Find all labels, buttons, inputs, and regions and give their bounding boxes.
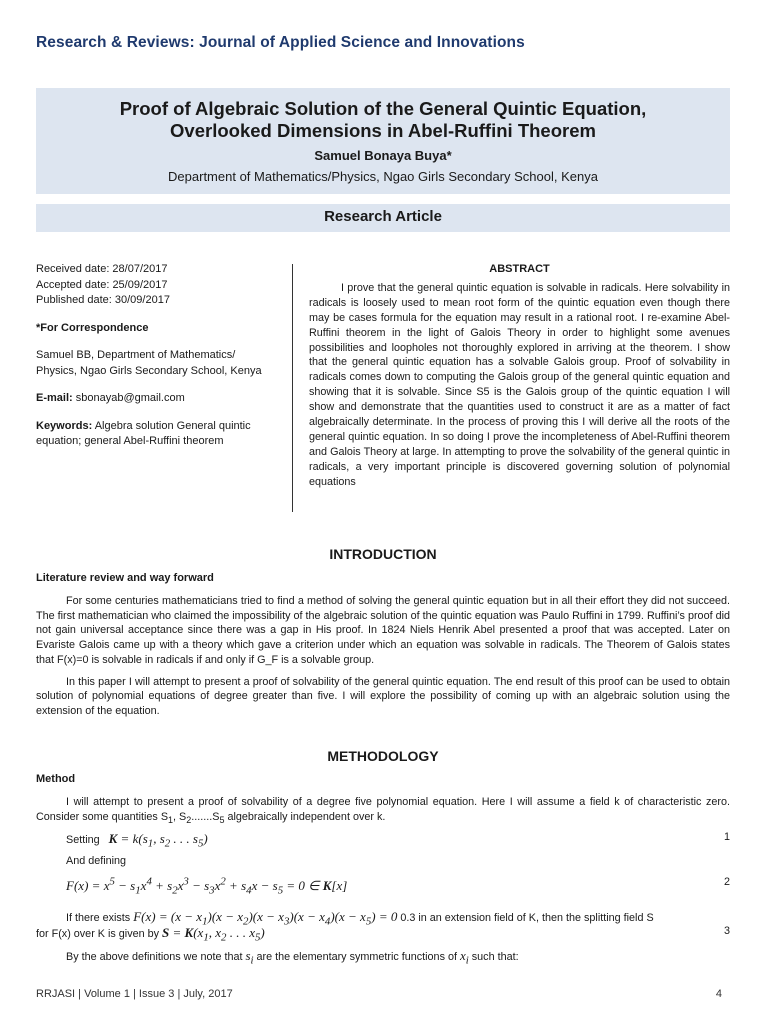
- method-text-c: .......S: [191, 810, 220, 823]
- equation-1-line: [36, 831, 730, 850]
- methodology-heading: METHODOLOGY: [327, 748, 439, 764]
- equation-3-line-b: [36, 925, 730, 944]
- symbol-x-i: $x_i$: [459, 948, 469, 967]
- column-divider: [292, 264, 293, 512]
- email-link[interactable]: sbonayab@gmail.com: [72, 392, 185, 404]
- footer-citation: RRJASI | Volume 1 | Issue 3 | July, 2017: [36, 988, 233, 1000]
- splitting-field-text: for F(x) over K is given by: [36, 928, 159, 940]
- page-footer: [36, 988, 722, 1000]
- sub-2: 2: [186, 814, 192, 825]
- journal-title: Research & Reviews: Journal of Applied Science and Innovations: [36, 34, 525, 51]
- article-type: Research Article: [36, 204, 730, 232]
- method-paragraph: [36, 795, 730, 828]
- final-line: [36, 948, 730, 967]
- accepted-date: Accepted date: 25/09/2017: [36, 278, 168, 291]
- abstract-text: I prove that the general quintic equation is solvable in radicals. Here solvability in radicals is loosely used to mean root form of the quintic equation even though there may be cases formula for the equation may result in a rational root. I re-examine Abel-Ruffini theorem in the light of Galois Theory in order to highlight some avenues possibilities and loopholes not thoroughly explored in arriving at the theorem. I show that the general quintic equation has a solvable Galois group. Proof of solvability in radicals comes down to computing the Galois group of the general quintic equation and showing that it is solvable. Since S5 is the Galois group of the quintic equation I will show and demonstrate that the quantities used to construct it are as a matter of fact algebraically determinate. In the process of proving this I will derive all the roots of the general quintic equation. In so doing I prove the incompleteness of Abel-Ruffini theorem and Galois Theory at large. In attempting to prove the solvability of the general quintic in radicals, a very important principle is discovered governing solution of polynomial equations: [309, 281, 730, 488]
- correspondence-heading: *For Correspondence: [36, 321, 149, 334]
- author: Samuel Bonaya Buya*: [314, 148, 452, 163]
- sub-1: 1: [168, 814, 174, 825]
- equation-2-line: [36, 876, 730, 897]
- method-text-d: algebraically independent over k.: [224, 810, 386, 823]
- method-text-b: , S: [173, 810, 187, 823]
- email-label: E-mail:: [36, 392, 73, 404]
- intro-paragraph-2: In this paper I will attempt to present a proof of solvability of the general quintic equation. The end result of this proof can be used to obtain solution of polynomial equations of degree greater than five. I will explore the possibility of coming up with an algebraic solution using the extension of the equation.: [36, 675, 730, 717]
- introduction-body: [36, 594, 730, 719]
- affiliation: Department of Mathematics/Physics, Ngao Girls Secondary School, Kenya: [168, 169, 598, 184]
- intro-paragraph-1: For some centuries mathematicians tried to find a method of solving the general quintic equation but in all their effort they did not succeed. The first mathematician who claimed the impossibility of the algebraic solution of the quintic equation was Paulo Ruffini in 1799. Ruffini’s proof did not gain universal acceptance since there was a gap in His proof. In 1824 Niels Henrik Abel presented a proof that was accepted. Later on Evariste Galois came up with a theory which gave a criterion under which an equation was solvable in radicals. The Theorem of Galois states that F(x)=0 is solvable in radicals if and only if G_F is a solvable group.: [36, 595, 730, 666]
- factored-form: $F(x) = (x - x_1)(x - x_2)(x - x_3)(x - x_4)(x - x_5) = 0$: [133, 909, 398, 928]
- equation-3: $S = K(x_1$, $x_2$ . . . $x_5$): [162, 925, 265, 944]
- article-info: [36, 262, 276, 450]
- extension-text: 0.3 in an extension field of K, then the splitting field S: [397, 912, 654, 924]
- if-exists-label: If there exists: [66, 912, 131, 924]
- equation-3-number: 3: [723, 925, 730, 937]
- paper-title: [36, 98, 730, 142]
- method-text: [36, 795, 730, 828]
- final-text-b: are the elementary symmetric functions of: [256, 951, 457, 963]
- published-date: Published date: 30/09/2017: [36, 294, 170, 306]
- introduction-heading: INTRODUCTION: [329, 546, 437, 562]
- sub-5: 5: [219, 814, 225, 825]
- title-line-2: Overlooked Dimensions in Abel-Ruffini Theorem: [170, 120, 596, 141]
- abstract-heading: ABSTRACT: [489, 263, 550, 275]
- method-subheading: Method: [36, 773, 76, 785]
- equation-2: $F(x) = x^5 - s_1x^4 + s_2x^3 - s_3x^2 + s_4x - s_5 = 0$ ∈ K[x]: [66, 876, 348, 897]
- equation-1-number: 1: [723, 831, 730, 843]
- final-text-a: By the above definitions we note that: [66, 951, 243, 963]
- symbol-s-i: $s_i$: [245, 948, 254, 967]
- equation-1: $K = k(s_1$, $s_2$ . . . $s_5$): [108, 831, 208, 850]
- defining-line: [36, 855, 730, 867]
- final-text-c: such that:: [471, 951, 519, 963]
- literature-review-heading: Literature review and way forward: [36, 572, 214, 584]
- title-line-1: Proof of Algebraic Solution of the General Quintic Equation,: [119, 98, 647, 119]
- title-box: [36, 88, 730, 194]
- keywords-text: Algebra solution General quintic equation; general Abel-Ruffini theorem: [36, 419, 251, 447]
- keywords-label: Keywords:: [36, 419, 93, 432]
- abstract: [309, 262, 730, 490]
- equation-2-number: 2: [723, 876, 730, 888]
- page-number: 4: [715, 988, 722, 1000]
- method-text-a: I will attempt to present a proof of solvability of a degree five polynomial equation. Here I will assume a field k of characteristic zero. Consider some quantities S: [36, 796, 730, 823]
- defining-label: And defining: [66, 855, 127, 867]
- setting-label: Setting: [66, 834, 100, 846]
- keywords-line: [36, 419, 276, 450]
- email-line: [36, 391, 276, 407]
- received-date: Received date: 28/07/2017: [36, 263, 168, 275]
- correspondence-text: Samuel BB, Department of Mathematics/ Physics, Ngao Girls Secondary School, Kenya: [36, 349, 262, 377]
